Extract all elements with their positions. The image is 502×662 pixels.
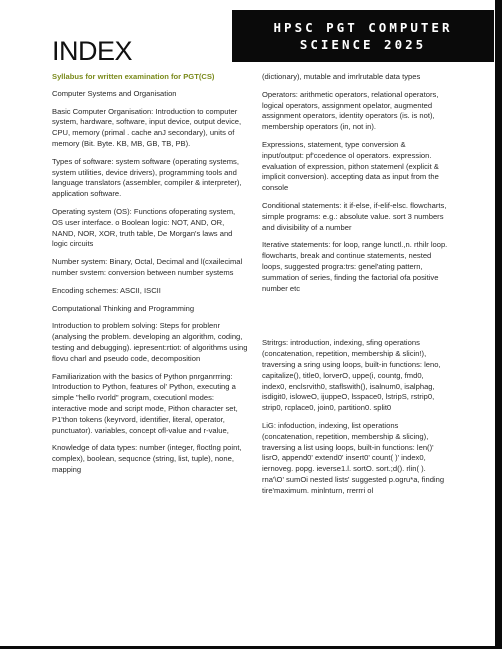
right-column xyxy=(262,72,448,504)
title-banner-line1: HPSC PGT COMPUTER xyxy=(273,20,453,35)
paragraph: Computer Systems and Organisation xyxy=(52,88,177,98)
paragraph: Number system: Binary, Octal, Decimal and l(cxailecimal number svstem: conversion between number systems xyxy=(52,257,243,277)
paragraph: LiG: infoduction, indexing, list operations (concatenation, repetition, membership & slicing), traversing a list using loops, built-in functions: len()' lisrO, append0' extend0' insert0' count( )' index0, iernoveg. popg. ieverse1.l. sortO. sort.;d(). rlin( ). rna'\O' sumOi nested lists' suggested p.ogru*a, finding tire'maximum. minlnturn, rrerrri ol xyxy=(262,420,445,495)
paragraph: Knowledge of data types: number (integer, floctlng point, complex), boolean, sequcnce (string, list, tuple), none, mapping xyxy=(52,443,242,474)
syllabus-heading: Syllabus for written examination for PGT(CS) xyxy=(52,72,215,81)
left-column xyxy=(52,72,248,483)
paragraph: (dictionary), mutable and imrlrutable data types xyxy=(262,72,421,81)
paragraph: Types of software: system software (operating systems, system utilities, device drivers), programming tools and language translators (assembler, compiler & interpreter), application software. xyxy=(52,156,242,199)
paragraph: Basic Computer Organisation: Introduction to computer system, hardware, software, input device, output device, CPU, memory (primal . cache anJ secondary), units of memory (Bit. Byte. KB, MB, GB, TB, PB). xyxy=(52,106,242,148)
paragraph: Introduction to problem solving: Steps for problenr (analysing the problem. developing an algorithm, coding, testing and debugging). iepresent:rtiot: of algorithms using flovu charl and pseudo code, decomposition xyxy=(52,321,248,363)
right-edge-bar xyxy=(495,0,502,662)
paragraph: Encoding schemes: ASCII, ISCII xyxy=(52,285,161,295)
paragraph: Stritrgs: introduction, indexing, sfing operations (concatenation, repetition, membership & slicin!), traversing a sring using loops, built-in functions: leno, capitalize(), title0, lorverO, uppe(i, countg, fmd0, index0, enclsrvith0, staflswith(), isalnum0, isalphag, isdigit0, isloweO, ijuppeO, lsspace0, lstripS, rstrip0, strip0, rcplace0, join0, partition0. split0 xyxy=(262,338,441,413)
paragraph: Familiarization with the basics of Python pnrganrrring: Introduction to Python, features ol' Python, executing a simple "hello rvorld" program, cxecutionl modes: interactive mode and script mode, Pithon character set, P1'thon tokens (keyrvord, identifier, literal, operator, punctuator). variables, concept ofl-value and r-value, xyxy=(52,371,238,435)
paragraph: Operators: arithmetic operators, relational operators, logical operators, assignment opelator, augmented assignment operators, identity operators (is. is not), membership operators (in, not in). xyxy=(262,89,439,132)
index-heading: INDEX xyxy=(52,36,133,66)
column-gap xyxy=(262,301,448,338)
paragraph: Conditional statements: it if-else, if-elif-elsc. flowcharts, sirnple programs: e.g.: absolute value. sort 3 numbers and divisibility of a number xyxy=(262,200,447,232)
paragraph: Iterative statements: for loop, range lunctl.,n. rthilr loop. flowcharts, break and continue statements, nested loops, suggested progra:trs: genel'ating pattern, summation of series, finding the factorial ofa positive number etc xyxy=(262,240,448,293)
paragraph: Computational Thinking and Programming xyxy=(52,303,195,313)
paragraph: Operating system (OS): Functions ofoperating system, OS user interface. o Boolean logic: NOT, AND, OR, NAND, NOR, XOR, truth table, De Morgan's laws and logic circuits xyxy=(52,206,236,249)
title-banner-line2: SCIENCE 2025 xyxy=(299,37,427,52)
paragraph: Expressions, statement, type conversion & input/output: pf'ccedence ol operators. expression. evaluation of expression, pithon statemenl (explicit & implicit conversion). accepting data as input from the console xyxy=(262,139,439,193)
bottom-border xyxy=(0,646,502,662)
title-banner xyxy=(232,10,494,62)
